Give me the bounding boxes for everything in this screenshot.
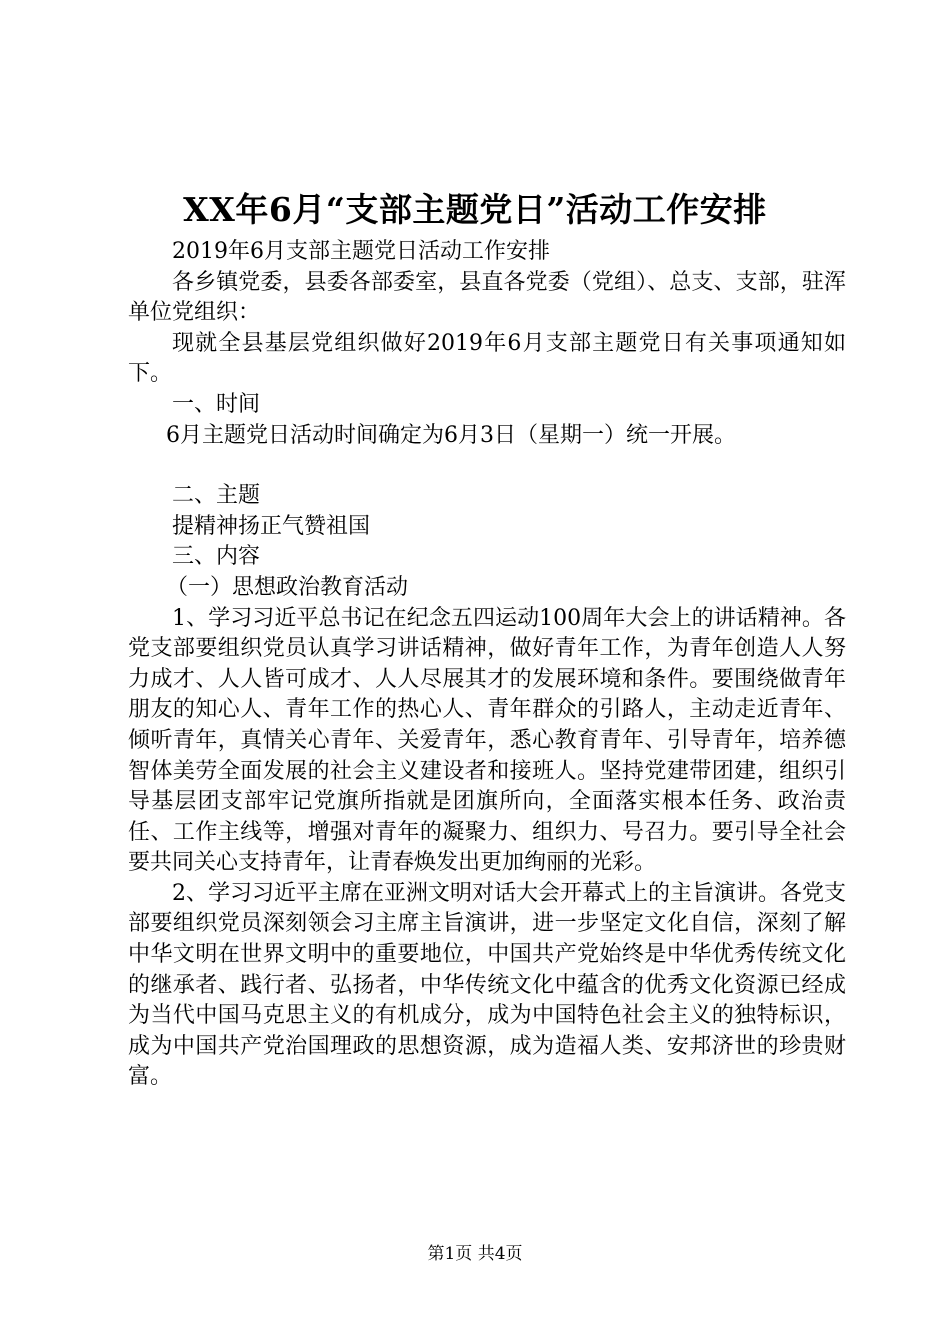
paragraph-item-2: 2、学习习近平主席在亚洲文明对话大会开幕式上的主旨演讲。各党支部要组织党员深刻领会习主席主旨演讲，进一步坚定文化自信，深刻了解中华文明在世界文明中的重要地位，中国共产党始终是中华优秀传统文化的继承者、践行者、弘扬者，中华传统文化中蕴含的优秀文化资源已经成为当代中国马克思主义的有机成分，成为中国特色社会主义的独特标识，成为中国共产党治国理政的思想资源，成为造福人类、安邦济世的珍贵财富。 xyxy=(128,880,846,1090)
document-body xyxy=(128,237,846,1093)
paragraph-subtitle: 2019年6月支部主题党日活动工作安排 xyxy=(172,239,550,264)
document-title: XX年6月“支部主题党日”活动工作安排 xyxy=(183,190,767,229)
heading-content: 三、内容 xyxy=(172,544,261,570)
heading-theme: 二、主题 xyxy=(172,483,261,509)
heading-section-1: （一）思想政治教育活动 xyxy=(166,574,409,600)
page-number: 第1页 共4页 xyxy=(427,1244,523,1264)
heading-time: 一、时间 xyxy=(172,391,261,417)
paragraph-salutation: 各乡镇党委，县委各部委室，县直各党委（党组）、总支、支部，驻浑单位党组织： xyxy=(128,269,846,326)
paragraph-item-1: 1、学习习近平总书记在纪念五四运动100周年大会上的讲话精神。各党支部要组织党员认真学习讲话精神，做好青年工作，为青年创造人人努力成才、人人皆可成才、人人尽展其才的发展环境和条件。要围绕做青年朋友的知心人、青年工作的热心人、青年群众的引路人，主动走近青年、倾听青年，真情关心青年、关爱青年，悉心教育青年、引导青年，培养德智体美劳全面发展的社会主义建设者和接班人。坚持党建带团建，组织引导基层团支部牢记党旗所指就是团旗所向，全面落实根本任务、政治责任、工作主线等，增强对青年的凝聚力、组织力、号召力。要引导全社会要共同关心支持青年，让青春焕发出更加绚丽的光彩。 xyxy=(128,605,846,876)
paragraph-theme: 提精神扬正气赞祖国 xyxy=(172,513,371,539)
paragraph-intro: 现就全县基层党组织做好2019年6月支部主题党日有关事项通知如下。 xyxy=(128,330,846,387)
paragraph-time: 6月主题党日活动时间确定为6月3日（星期一）统一开展。 xyxy=(166,422,736,448)
